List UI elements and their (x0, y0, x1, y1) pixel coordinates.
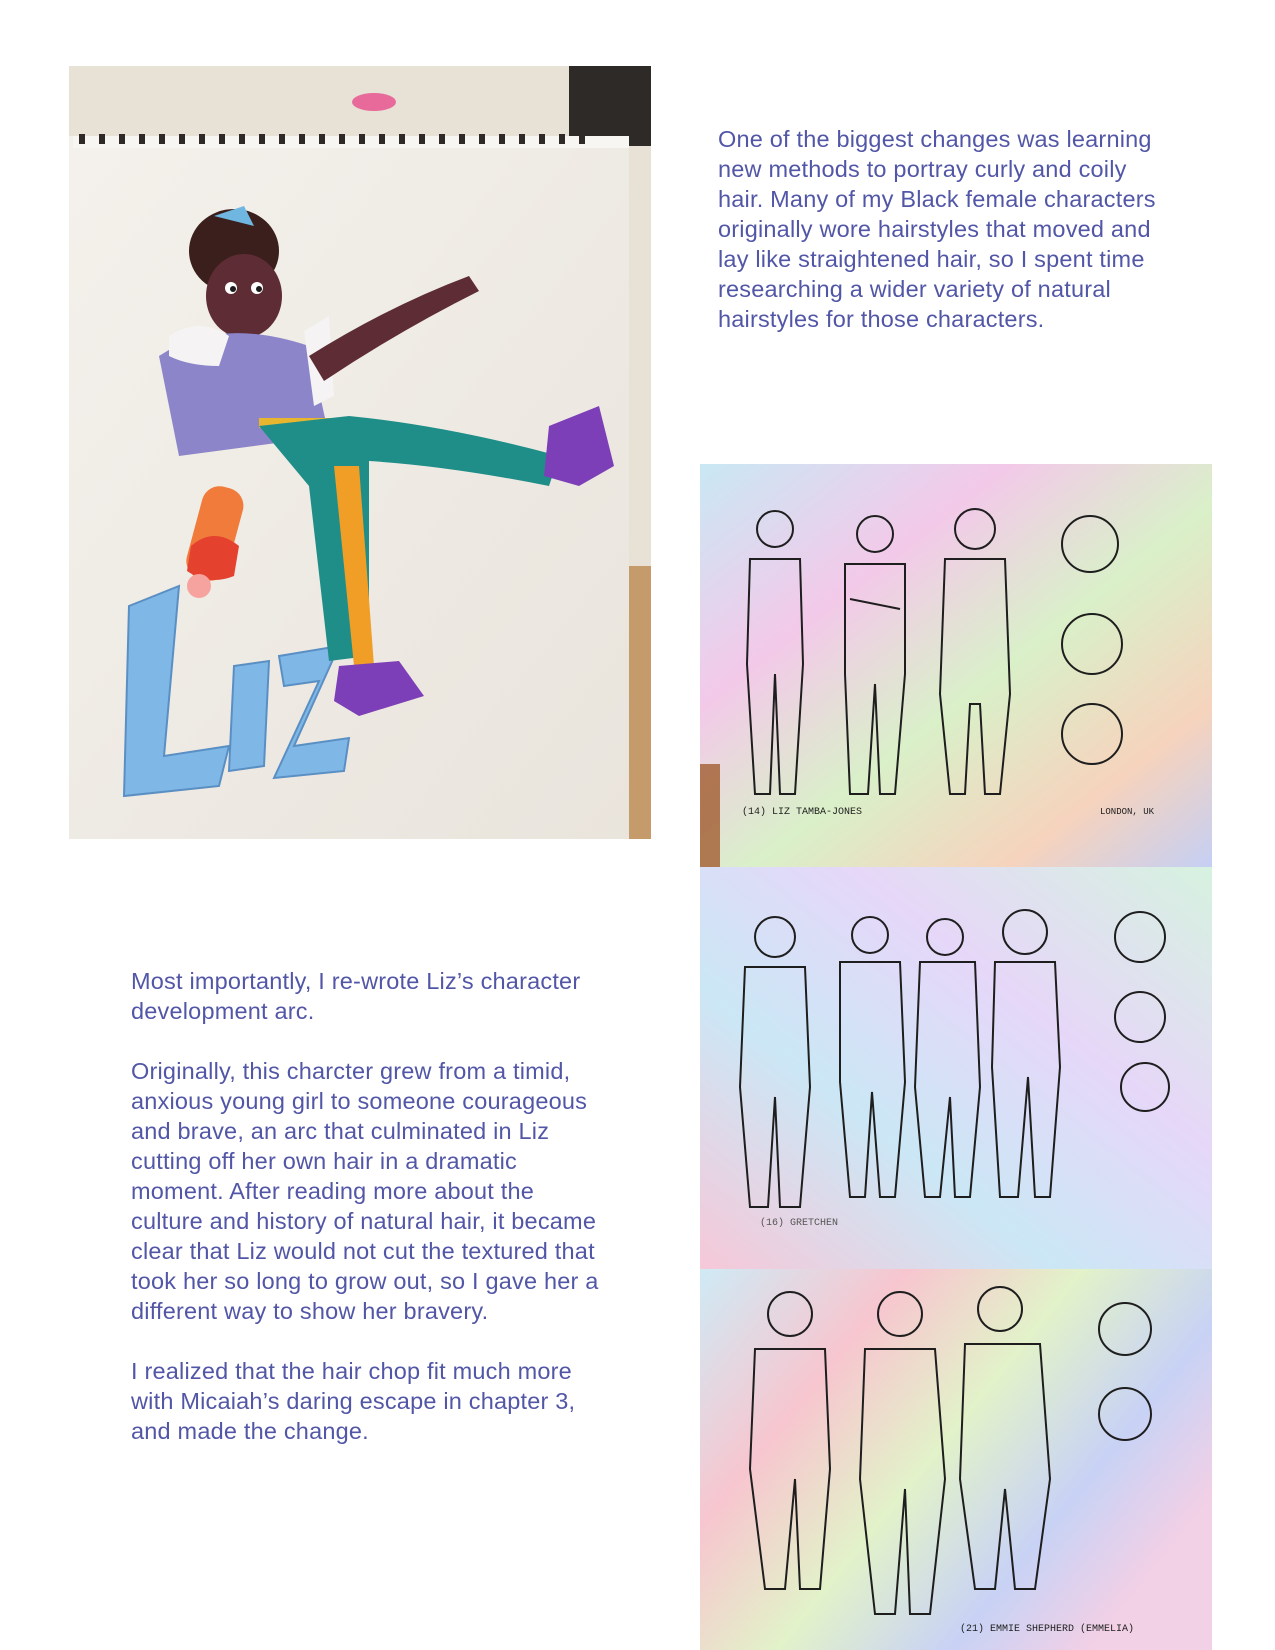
character-sheet-emmie (700, 1269, 1212, 1650)
sheet-1-caption-left: (14) LIZ TAMBA-JONES (742, 807, 863, 818)
liz-drawing-photo (69, 66, 651, 839)
sheet-3-caption-left: (21) EMMIE SHEPHERD (EMMELIA) (960, 1624, 1135, 1635)
sheet-2-caption-left: (16) GRETCHEN (760, 1218, 839, 1229)
hair-research-paragraph: One of the biggest changes was learning new methods to portray curly and coily hair. Many of my Black female characters originally wore hairstyles that moved and lay like straightened hair, so I spent time researching a wider variety of natural hairstyles for those characters. (718, 126, 1156, 332)
sheet-1-caption-right: LONDON, UK (1100, 807, 1155, 817)
character-sheet-liz (700, 464, 1212, 867)
arc-rewrite-paragraph: Most importantly, I re-wrote Liz’s character development arc. Originally, this charcter grew from a timid, anxious young girl to someone courageous and brave, an arc that culminated in Liz cutting off her own hair in a dramatic moment. After reading more about the culture and history of natural hair, it became clear that Liz would not cut the textured that took her so long to grow out, so I gave her a different way to show her bravery. I realized that the hair chop fit much more with Micaiah’s daring escape in chapter 3, and made the change. (131, 968, 599, 1444)
character-sheet-gretchen (700, 867, 1212, 1269)
liz-drawing-illustration (69, 66, 651, 839)
